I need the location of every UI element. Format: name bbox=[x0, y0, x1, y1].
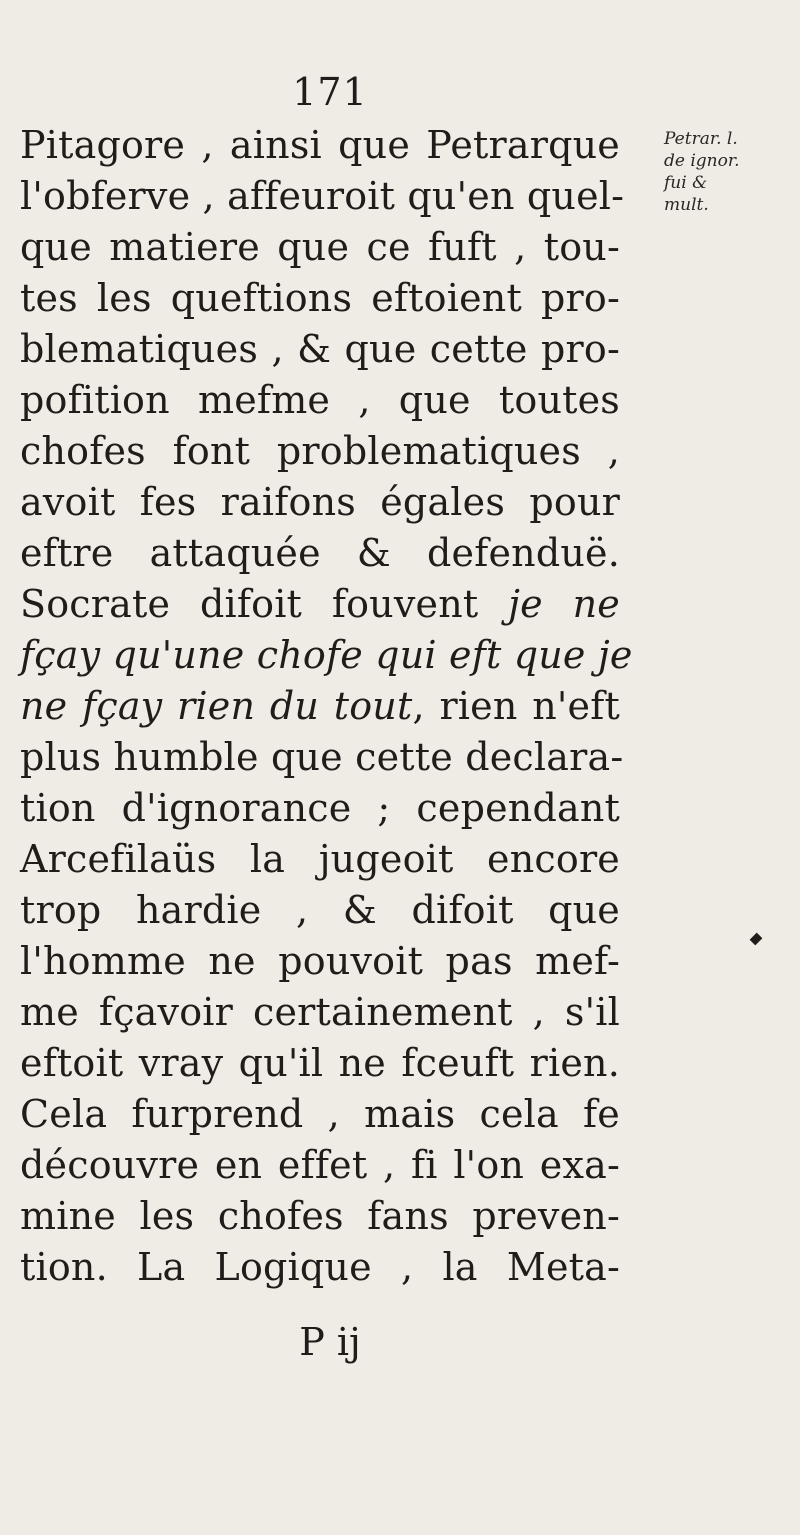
margin-note-line: de ignor. bbox=[664, 151, 740, 171]
text-line: mine les chofes fans preven- bbox=[20, 1194, 620, 1238]
text-line: l'homme ne pouvoit pas mef- bbox=[20, 939, 620, 983]
margin-note-line: fui & bbox=[664, 173, 708, 193]
text-line: blematiques , & que cette pro- bbox=[20, 327, 620, 371]
text-line: tion. La Logique , la Meta- bbox=[20, 1245, 620, 1289]
text-line bbox=[20, 579, 620, 630]
margin-mark bbox=[750, 933, 763, 946]
text-italic: ne fçay rien du tout bbox=[20, 684, 413, 728]
text-italic: fçay qu'une chofe qui eft que je bbox=[20, 633, 633, 677]
text-line: Pitagore , ainsi que Petrarque bbox=[20, 123, 620, 167]
margin-note bbox=[664, 128, 794, 216]
text-line: eftre attaquée & defenduë. bbox=[20, 531, 620, 575]
text-line: chofes font problematiques , bbox=[20, 429, 620, 473]
margin-note-line: mult. bbox=[664, 195, 709, 215]
text-line: tes les queftions eftoient pro- bbox=[20, 276, 620, 320]
text-roman: Socrate difoit fouvent bbox=[20, 582, 509, 626]
text-line: que matiere que ce fuft , tou- bbox=[20, 225, 620, 269]
text-line: tion d'ignorance ; cependant bbox=[20, 786, 620, 830]
text-line: plus humble que cette declara- bbox=[20, 735, 624, 779]
text-line bbox=[20, 681, 620, 732]
text-line: avoit fes raifons égales pour bbox=[20, 480, 620, 524]
text-line: me fçavoir certainement , s'il bbox=[20, 990, 620, 1034]
signature-mark: P ij bbox=[299, 1320, 361, 1364]
text-line: eftoit vray qu'il ne fceuft rien. bbox=[20, 1041, 620, 1085]
body-text bbox=[20, 120, 633, 1293]
text-line bbox=[20, 630, 633, 681]
text-italic: je ne bbox=[508, 582, 620, 626]
page-number: 171 bbox=[292, 70, 368, 114]
margin-note-line: Petrar. l. bbox=[664, 129, 738, 149]
text-line: trop hardie , & difoit que bbox=[20, 888, 620, 932]
text-roman: , rien n'eft bbox=[412, 684, 620, 728]
text-line: l'obferve , affeuroit qu'en quel- bbox=[20, 174, 625, 218]
text-line: découvre en effet , fi l'on exa- bbox=[20, 1143, 620, 1187]
text-line: pofition mefme , que toutes bbox=[20, 378, 620, 422]
text-line: Cela furprend , mais cela fe bbox=[20, 1092, 620, 1136]
text-line: Arcefilaüs la jugeoit encore bbox=[20, 837, 620, 881]
